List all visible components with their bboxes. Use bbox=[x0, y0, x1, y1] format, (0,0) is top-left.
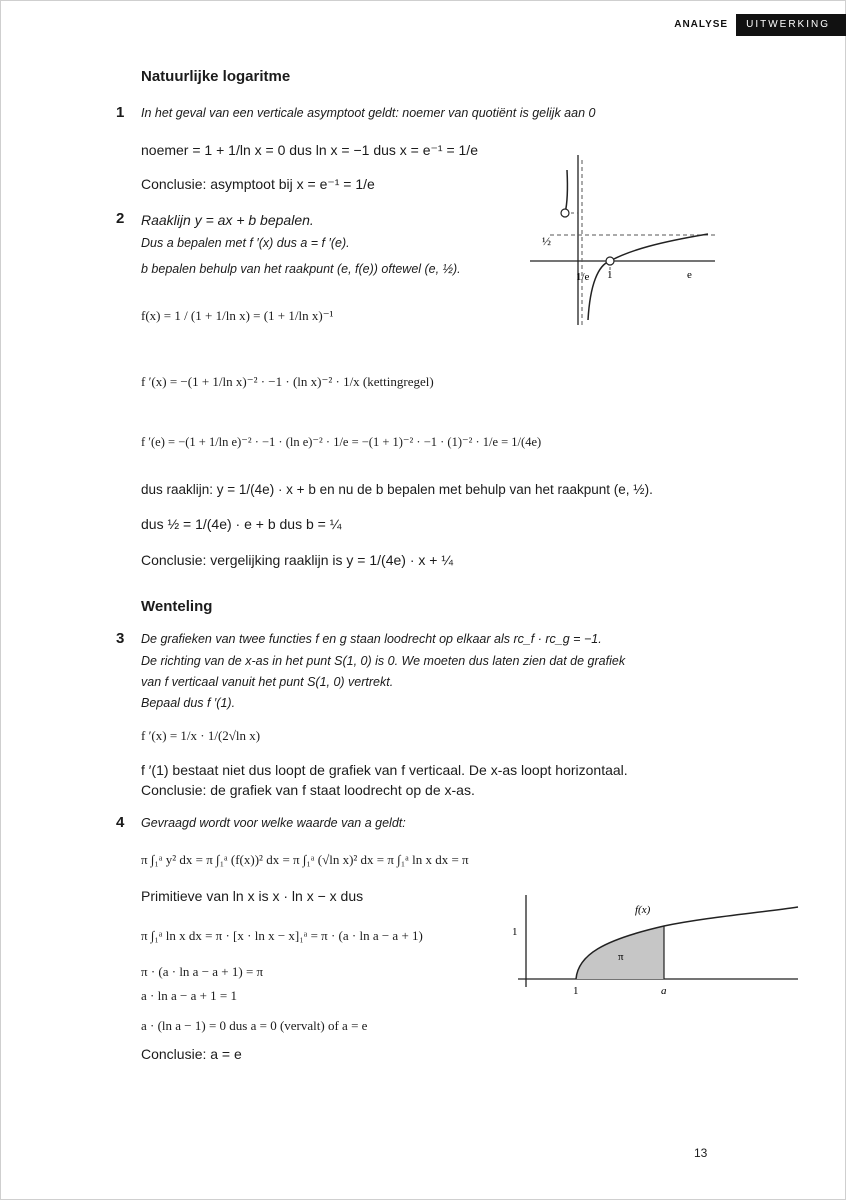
q2-f-definition: f(x) = 1 / (1 + 1/ln x) = (1 + 1/ln x)⁻¹ bbox=[141, 308, 334, 323]
q3-line4: Bepaal dus f ′(1). bbox=[141, 696, 236, 710]
graph1-curve-left bbox=[565, 170, 567, 213]
q1-calc: noemer = 1 + 1/ln x = 0 dus ln x = −1 dus x = e⁻¹ = 1/e bbox=[141, 142, 478, 158]
q4-intro: Gevraagd wordt voor welke waarde van a geldt: bbox=[141, 816, 406, 830]
q4-conclusion: Conclusie: a = e bbox=[141, 1046, 242, 1062]
header-section: ANALYSE bbox=[674, 19, 729, 30]
q2-fprime-e: f ′(e) = −(1 + 1/ln e)⁻² · −1 · (ln e)⁻² · 1/e = −(1 + 1)⁻² · −1 · (1)⁻² · 1/e = 1/(4e) bbox=[141, 435, 542, 449]
question-number-3: 3 bbox=[116, 630, 125, 647]
section-title-logaritme: Natuurlijke logaritme bbox=[141, 68, 291, 85]
q4-step3: a · (ln a − 1) = 0 dus a = 0 (vervalt) of a = e bbox=[141, 1018, 368, 1033]
area-graph bbox=[508, 895, 808, 1005]
question-number-2: 2 bbox=[116, 210, 125, 227]
q3-line1: De grafieken van twee functies f en g staan loodrecht op elkaar als rc_f · rc_g = −1. bbox=[141, 632, 602, 646]
q4-step1: π · (a · ln a − a + 1) = π bbox=[141, 964, 264, 979]
q2-line1: Dus a bepalen met f ′(x) dus a = f ′(e). bbox=[141, 236, 350, 250]
graph1-open-point-axis bbox=[606, 257, 614, 265]
q4-integral: π ∫₁ᵃ y² dx = π ∫₁ᵃ (f(x))² dx = π ∫₁ᵃ (√ln x)² dx = π ∫₁ᵃ ln x dx = π bbox=[141, 852, 469, 867]
q2-conclusion: Conclusie: vergelijking raaklijn is y = 1/(4e) · x + ¼ bbox=[141, 552, 454, 568]
q1-conclusion: Conclusie: asymptoot bij x = e⁻¹ = 1/e bbox=[141, 176, 375, 192]
section-title-wenteling: Wenteling bbox=[141, 598, 213, 615]
graph2-label-1x: 1 bbox=[573, 985, 579, 997]
q2-fprime: f ′(x) = −(1 + 1/ln x)⁻² · −1 · (ln x)⁻² · 1/x (kettingregel) bbox=[141, 374, 434, 389]
graph1-open-point-top bbox=[561, 209, 569, 217]
q4-primitive: Primitieve van ln x is x · ln x − x dus bbox=[141, 888, 364, 904]
q3-line2: De richting van de x-as in het punt S(1, 0) is 0. We moeten dus laten zien dat de grafiek bbox=[141, 654, 626, 668]
graph1-label-inv-e: 1/e bbox=[576, 271, 590, 283]
q2-title: Raaklijn y = ax + b bepalen. bbox=[141, 212, 314, 228]
header-tab: UITWERKING bbox=[736, 14, 846, 36]
q4-step2: a · ln a − a + 1 = 1 bbox=[141, 988, 237, 1003]
q3-conclusion: Conclusie: de grafiek van f staat loodrecht op de x-as. bbox=[141, 782, 475, 798]
graph2-label-a: a bbox=[661, 985, 667, 997]
graph1-label-e: e bbox=[687, 269, 692, 281]
page-number: 13 bbox=[694, 1146, 708, 1160]
graph2-label-fx: f(x) bbox=[635, 904, 651, 916]
graph1-label-half: ½ bbox=[542, 234, 551, 248]
header bbox=[666, 14, 846, 36]
q1-intro: In het geval van een verticale asymptoot geldt: noemer van quotiënt is gelijk aan 0 bbox=[141, 106, 596, 120]
q3-fprime: f ′(x) = 1/x · 1/(2√ln x) bbox=[141, 728, 261, 743]
asymptote-graph bbox=[530, 150, 720, 330]
q2-tangent: dus raaklijn: y = 1/(4e) · x + b en nu de b bepalen met behulp van het raakpunt (e, ½). bbox=[141, 482, 653, 497]
q4-evaluation: π ∫₁ᵃ ln x dx = π · [x · ln x − x]₁ᵃ = π · (a · ln a − a + 1) bbox=[141, 928, 423, 943]
question-number-1: 1 bbox=[116, 104, 125, 121]
graph1-label-1: 1 bbox=[607, 269, 613, 281]
graph2-label-pi: π bbox=[618, 951, 624, 963]
q3-text: f ′(1) bestaat niet dus loopt de grafiek van f verticaal. De x-as loopt horizontaal. bbox=[141, 762, 628, 778]
graph2-label-1y: 1 bbox=[512, 926, 518, 938]
q2-line2: b bepalen behulp van het raakpunt (e, f(e)) oftewel (e, ½). bbox=[141, 262, 461, 276]
question-number-4: 4 bbox=[116, 814, 125, 831]
q2-b-value: dus ½ = 1/(4e) · e + b dus b = ¼ bbox=[141, 516, 342, 532]
q3-line3: van f verticaal vanuit het punt S(1, 0) vertrekt. bbox=[141, 675, 394, 689]
